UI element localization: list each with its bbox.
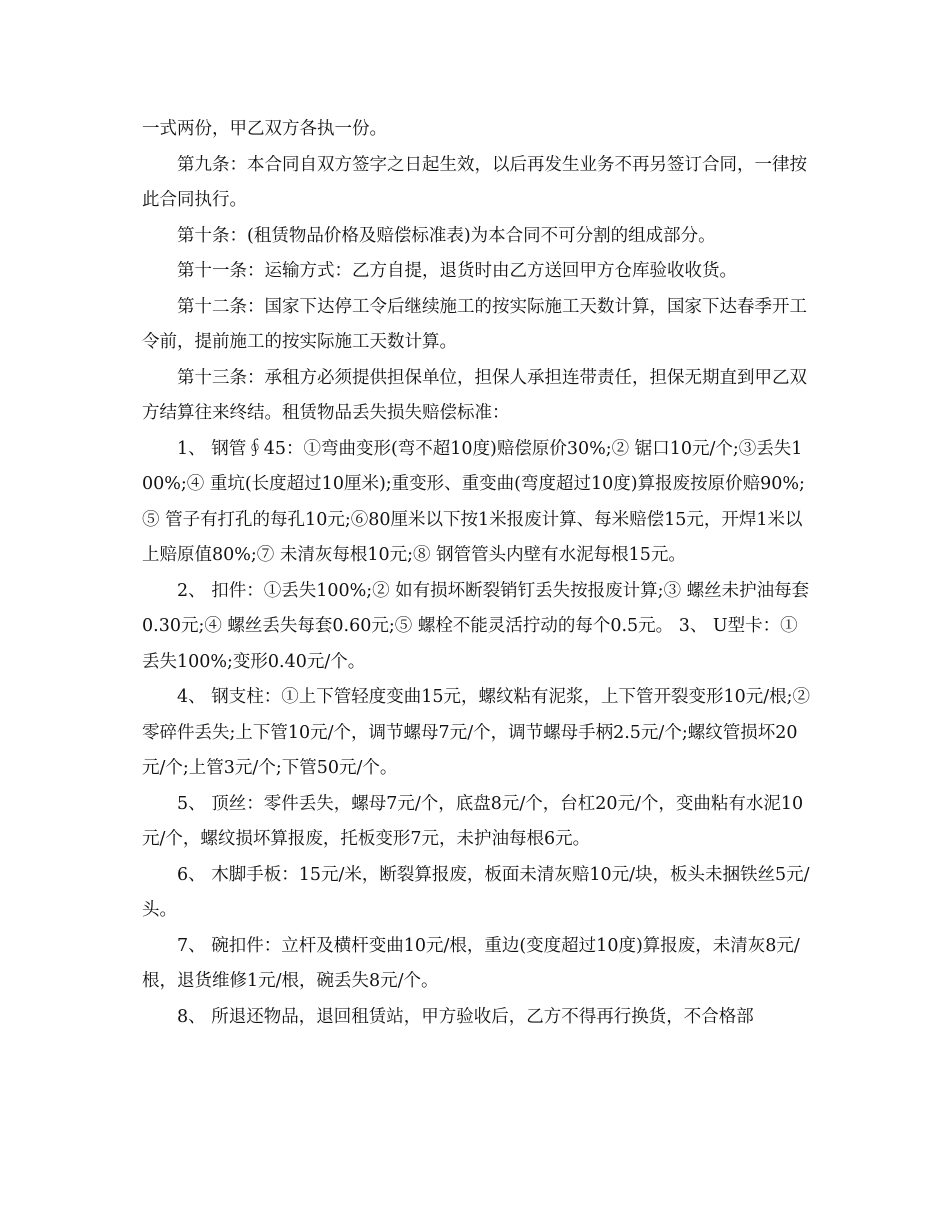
paragraph-article-11: 第十一条：运输方式：乙方自提，退货时由乙方送回甲方仓库验收收货。: [177, 261, 737, 281]
paragraph-item-1-steel-pipe: 1、 钢管∮45：①弯曲变形(弯不超10度)赔偿原价30%;② 锯口10元/个;③丢失100%;④ 重坑(长度超过10厘米);重变形、重变曲(弯度超过10度)算报废按原价赔90%;⑤ 管子有打孔的每孔10元;⑥80厘米以下按1米报废计算、每米赔偿15元，开焊1米以上赔原值80%;⑦ 未清灰每根10元;⑧ 钢管管头内壁有水泥每根15元。: [142, 438, 805, 565]
paragraph-article-10: 第十条：(租赁物品价格及赔偿标准表)为本合同不可分割的组成部分。: [177, 225, 716, 246]
paragraph-article-13: 第十三条：承租方必须提供担保单位，担保人承担连带责任，担保无期直到甲乙双方结算往来终结。租赁物品丢失损失赔偿标准：: [142, 367, 807, 423]
paragraph-item-2-fastener: 2、 扣件：①丢失100%;② 如有损坏断裂销钉丢失按报废计算;③ 螺丝未护油每套0.30元;④ 螺丝丢失每套0.60元;⑤ 螺栓不能灵活拧动的每个0.5元。 3、 U型卡：①丢失100%;变形0.40元/个。: [142, 580, 810, 672]
paragraph-item-6-wood-scaffold-board: 6、 木脚手板：15元/米，断裂算报废，板面未清灰赔10元/块，板头未捆铁丝5元/头。: [142, 864, 810, 920]
paragraph-item-7-cuplock: 7、 碗扣件：立杆及横杆变曲10元/根，重边(变度超过10度)算报废，未清灰8元/根，退货维修1元/根，碗丢失8元/个。: [142, 935, 800, 991]
paragraph-item-8-returned-goods: 8、 所退还物品，退回租赁站，甲方验收后，乙方不得再行换货，不合格部: [177, 1006, 754, 1027]
paragraph-article-12: 第十二条：国家下达停工令后继续施工的按实际施工天数计算，国家下达春季开工令前，提前施工的按实际施工天数计算。: [142, 296, 807, 352]
paragraph-1: 一式两份，甲乙双方各执一份。: [142, 119, 387, 139]
paragraph-item-5-jack-screw: 5、 顶丝：零件丢失，螺母7元/个，底盘8元/个，台杠20元/个，变曲粘有水泥10元/个，螺纹损坏算报废，托板变形7元，未护油每根6元。: [142, 793, 804, 849]
document-body: [142, 112, 812, 1035]
paragraph-article-9: 第九条：本合同自双方签字之日起生效，以后再发生业务不再另签订合同，一律按此合同执行。: [142, 154, 807, 210]
paragraph-item-4-steel-support: 4、 钢支柱：①上下管轻度变曲15元，螺纹粘有泥浆，上下管开裂变形10元/根;② 零碎件丢失;上下管10元/个，调节螺母7元/个，调节螺母手柄2.5元/个;螺纹管损坏20元/个;上管3元/个;下管50元/个。: [142, 687, 811, 778]
